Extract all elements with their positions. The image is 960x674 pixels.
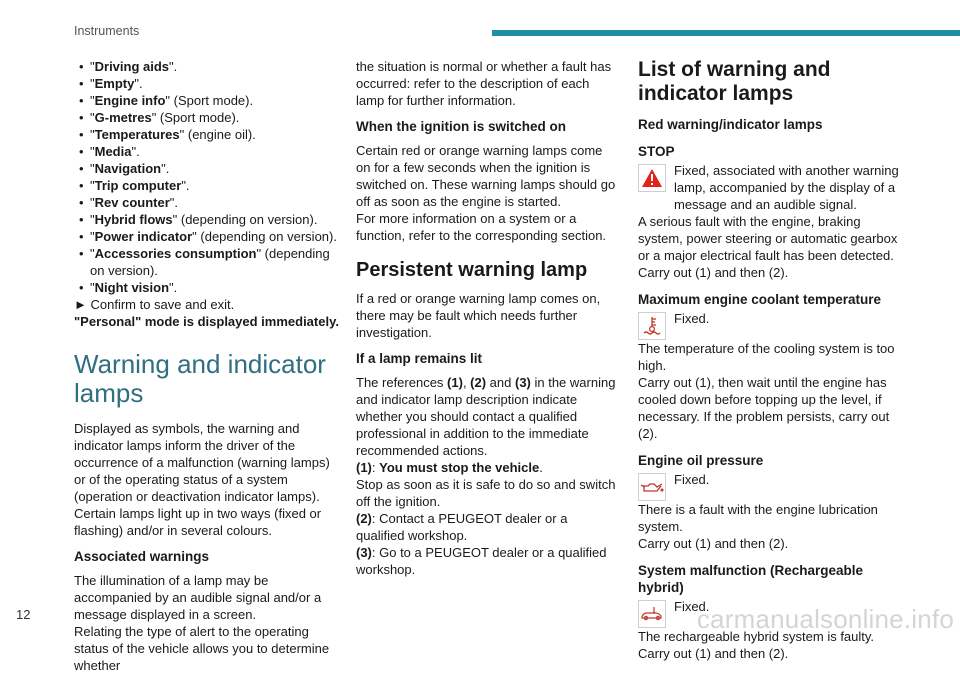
lamp-status: Fixed. [674,311,710,326]
subheading-associated-warnings: Associated warnings [74,549,210,564]
page-number: 12 [16,607,31,622]
section-heading-warning-lamps: Warning and indicator lamps [74,349,326,408]
display-option-item: • "Hybrid flows" (depending on version). [74,211,342,228]
lamp-entry-coolant [638,291,906,442]
lamp-action: Carry out (1) and then (2). [638,265,789,280]
lamp-description: A serious fault with the engine, braking system, power steering or automatic gearbox or a major electrical fault has been detected. [638,214,898,263]
display-option-item: • "Navigation". [74,160,342,177]
lamp-title: STOP [638,144,675,159]
display-option-item: • "Power indicator" (depending on version). [74,228,342,245]
associated-warnings-paragraph-1: The illumination of a lamp may be accompanied by an audible signal and/or a message displayed in a screen. [74,573,322,622]
reference-1-line: (1): You must stop the vehicle. [356,460,543,475]
display-option-item: • "Night vision". [74,279,342,296]
subheading-lamp-remains-lit: If a lamp remains lit [356,351,483,366]
lamp-status: Fixed, associated with another warning lamp, accompanied by the display of a message and an audible signal. [674,163,899,212]
lamp-title: System malfunction (Rechargeable hybrid) [638,563,864,595]
subheading-red-lamps: Red warning/indicator lamps [638,117,823,132]
lamp-description: The rechargeable hybrid system is faulty. [638,629,875,644]
lamp-title: Engine oil pressure [638,453,764,468]
personal-mode-note: "Personal" mode is displayed immediately. [74,314,339,329]
reference-3-line: (3): Go to a PEUGEOT dealer or a qualified workshop. [356,545,607,577]
associated-warnings-paragraph-2: Relating the type of alert to the operating status of the vehicle allows you to determine whether [74,624,330,673]
display-option-item: • "Trip computer". [74,177,342,194]
column-right [638,58,906,662]
display-options-list [74,58,342,296]
display-option-item: • "Driving aids". [74,58,342,75]
ignition-paragraph-1: Certain red or orange warning lamps come on for a few seconds when the ignition is switched on. These warning lamps should go off as soon as the engine is started. [356,143,616,209]
hybrid-fault-icon [638,600,666,628]
section-heading-persistent-lamp: Persistent warning lamp [356,259,588,281]
column-middle [356,58,618,578]
display-option-item: • "Rev counter". [74,194,342,211]
lamp-description: There is a fault with the engine lubrication system. [638,502,878,534]
column-left [74,58,342,674]
ignition-paragraph-2: For more information on a system or a function, refer to the corresponding section. [356,211,607,243]
watermark: carmanualsonline.info [696,604,954,634]
lamp-entry-oil-pressure [638,452,906,552]
lamp-action: Carry out (1), then wait until the engine has cooled down before topping up the level, if necessary. If the problem persists, carry out (2). [638,375,890,441]
lamp-action: Carry out (1) and then (2). [638,536,789,551]
display-option-item: • "Temperatures" (engine oil). [74,126,342,143]
display-option-item: • "Empty". [74,75,342,92]
lamp-status: Fixed. [674,599,710,614]
lamp-action: Carry out (1) and then (2). [638,646,789,661]
lamp-title: Maximum engine coolant temperature [638,292,882,307]
lamp-entry-stop [638,143,906,281]
reference-1-text: Stop as soon as it is safe to do so and switch off the ignition. [356,477,616,509]
display-option-item: • "Accessories consumption" (depending on version). [74,245,342,279]
display-option-item: • "G-metres" (Sport mode). [74,109,342,126]
running-header: Instruments [74,24,140,38]
oil-can-icon [638,473,666,501]
warning-lamps-intro: Displayed as symbols, the warning and indicator lamps inform the driver of the occurrence of a malfunction (warning lamps) or of the operating status of a system (operation or deactivation indicator lamps). Certain lamps light up in two ways (fixed or flashing) and/or in several colours. [74,421,330,538]
lamp-status: Fixed. [674,472,710,487]
lamp-description: The temperature of the cooling system is too high. [638,341,895,373]
subheading-ignition-on: When the ignition is switched on [356,119,566,134]
header-accent-bar [492,30,960,36]
display-option-item: • "Engine info" (Sport mode). [74,92,342,109]
warning-triangle-icon [638,164,666,192]
section-heading-lamp-list: List of warning and indicator lamps [638,58,831,105]
continued-paragraph: the situation is normal or whether a fault has occurred: refer to the description of each lamp for further information. [356,59,612,108]
display-option-item: • "Media". [74,143,342,160]
reference-2-line: (2): Contact a PEUGEOT dealer or a qualified workshop. [356,511,568,543]
confirm-instruction: ► Confirm to save and exit. [74,297,235,312]
coolant-temperature-icon [638,312,666,340]
persistent-lamp-paragraph: If a red or orange warning lamp comes on, there may be fault which needs further investigation. [356,291,601,340]
references-paragraph: The references (1), (2) and (3) in the warning and indicator lamp description indicate whether you should contact a qualified professional in addition to the immediate recommended actions. [356,375,616,458]
